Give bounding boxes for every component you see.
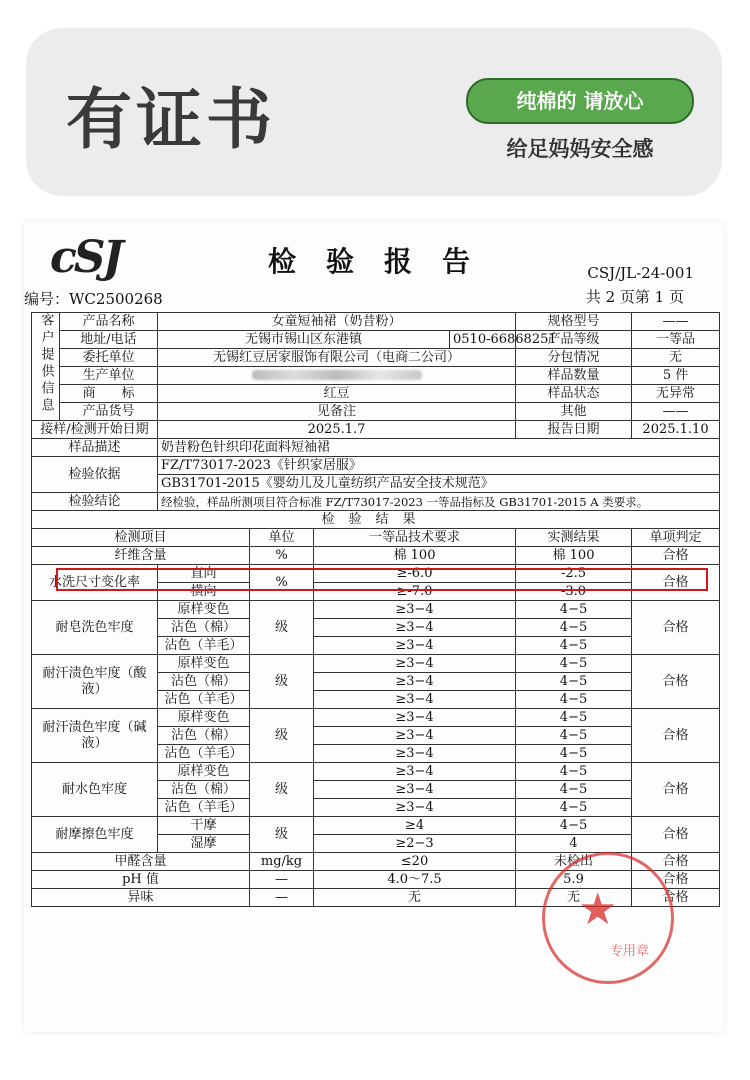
report-number: 编号：WC2500268 [24,290,163,308]
cell: 沾色（棉） [158,727,250,745]
cell: 样品状态 [516,385,632,403]
cell: 级 [250,817,314,853]
table-row [32,403,720,421]
cell: 沾色（棉） [158,781,250,799]
cell: 2025.1.10 [632,421,720,439]
cell: ≥3−4 [314,637,516,655]
cell: 无锡红豆居家服饰有限公司（电商二公司） [158,349,516,367]
cell: 合格 [632,853,720,871]
cell: — [250,889,314,907]
table-row [32,547,720,565]
cell: 级 [250,655,314,709]
table-row [32,331,720,349]
cell: pH 值 [32,871,250,889]
cell: 沾色（棉） [158,673,250,691]
cell: ≥4 [314,817,516,835]
report-title: 检验报告 [268,245,501,278]
cell: 4−5 [516,673,632,691]
cell: 4−5 [516,799,632,817]
header-cell: 单位 [250,529,314,547]
table-row [32,601,720,619]
client-info-label: 客户提供信息 [32,313,60,421]
cell: 棉 100 [516,547,632,565]
cell: 5.9 [516,871,632,889]
cell: 合格 [632,547,720,565]
header-cell: 检测项目 [32,529,250,547]
cell: GB31701-2015《婴幼儿及儿童纺织产品安全技术规范》 [158,475,720,493]
cell: 无锡市锡山区东港镇 [158,331,450,349]
cell: 湿摩 [158,835,250,853]
cell: ≥3−4 [314,727,516,745]
cell: 合格 [632,655,720,709]
cell: 沾色（羊毛） [158,799,250,817]
cell: 沾色（棉） [158,619,250,637]
table-row [32,709,720,727]
cell: 一等品 [632,331,720,349]
cell: 合格 [632,601,720,655]
cell: ≥-7.0 [314,583,516,601]
cell: 4.0～7.5 [314,871,516,889]
cell: 4−5 [516,691,632,709]
header-cell: 一等品技术要求 [314,529,516,547]
table-row [32,349,720,367]
cell: 合格 [632,889,720,907]
cell: 经检验，样品所测项目符合标准 FZ/T73017-2023 一等品指标及 GB31701-2015 A 类要求。 [158,493,720,511]
table-row [32,493,720,511]
table-row [32,511,720,529]
cell: 4−5 [516,781,632,799]
slogan: 给足妈妈安全感 [506,137,654,161]
csj-logo: cSJ [50,232,121,283]
cell: 无异常 [632,385,720,403]
cell: 产品货号 [60,403,158,421]
cell: 红豆 [158,385,516,403]
cell: 甲醛含量 [32,853,250,871]
cell: ≥2−3 [314,835,516,853]
cell: 耐摩擦色牢度 [32,817,158,853]
report-paper [24,222,724,1032]
table-row [32,385,720,403]
cell: 4−5 [516,637,632,655]
cell: ≥3−4 [314,601,516,619]
cell: ≥3−4 [314,799,516,817]
cell: 直向 [158,565,250,583]
cell: 检验结论 [32,493,158,511]
cell: 4−5 [516,745,632,763]
table-row [32,763,720,781]
cell: 水洗尺寸变化率 [32,565,158,601]
table-row [32,313,720,331]
header-cell: 实测结果 [516,529,632,547]
cell: ≥3−4 [314,619,516,637]
cell: 干摩 [158,817,250,835]
cell: ≥3−4 [314,763,516,781]
fiber-highlight-box [56,568,708,591]
cell: ≥-6.0 [314,565,516,583]
cell: 沾色（羊毛） [158,745,250,763]
cell: 委托单位 [60,349,158,367]
cell: ≥3−4 [314,745,516,763]
pill-badge: 纯棉的 请放心 [466,78,694,124]
cell: 奶昔粉色针织印花面料短袖裙 [158,439,720,457]
cell: 耐汗渍色牢度（酸液） [32,655,158,709]
cell: 样品描述 [32,439,158,457]
cell: ≥3−4 [314,655,516,673]
cell: 耐水色牢度 [32,763,158,817]
cell: % [250,565,314,601]
cell: FZ/T73017-2023《针织家居服》 [158,457,720,475]
cell: 4−5 [516,619,632,637]
cell: 耐汗渍色牢度（碱液） [32,709,158,763]
cell: 原样变色 [158,655,250,673]
cell: 原样变色 [158,601,250,619]
banner [26,28,722,196]
cell: 异味 [32,889,250,907]
cell: 合格 [632,763,720,817]
cell: 无 [516,889,632,907]
cell: 合格 [632,709,720,763]
cell: ≥3−4 [314,673,516,691]
cell: 纤维含量 [32,547,250,565]
cell: 4 [516,835,632,853]
cell: 报告日期 [516,421,632,439]
report-pages: 共 2 页第 1 页 [585,288,684,306]
cell: 沾色（羊毛） [158,637,250,655]
cell: 横向 [158,583,250,601]
stamp-label: 专用章 [610,944,650,959]
cell: ≤20 [314,853,516,871]
table-row [32,655,720,673]
cell: ≥3−4 [314,781,516,799]
cell: 产品等级 [516,331,632,349]
table-row [32,439,720,457]
cell: 无 [632,349,720,367]
cell: -3.0 [516,583,632,601]
cell: 未检出 [516,853,632,871]
cell: 规格型号 [516,313,632,331]
cell: -2.5 [516,565,632,583]
cell: 无 [314,889,516,907]
cell: —— [632,313,720,331]
cell: — [250,871,314,889]
cell: ≥3−4 [314,691,516,709]
cell: 商 标 [60,385,158,403]
cell: 合格 [632,565,720,601]
cell: 接样/检测开始日期 [32,421,158,439]
cell: 产品名称 [60,313,158,331]
cell: 4−5 [516,709,632,727]
cell: 0510-66868251 [450,331,516,349]
cell: ≥3−4 [314,709,516,727]
cell: 4−5 [516,817,632,835]
cell: 5 件 [632,367,720,385]
table-row [32,529,720,547]
cell: 样品数量 [516,367,632,385]
cell: 级 [250,709,314,763]
cell: 地址/电话 [60,331,158,349]
cell: 耐皂洗色牢度 [32,601,158,655]
header-cell: 单项判定 [632,529,720,547]
cell: 棉 100 [314,547,516,565]
cell: % [250,547,314,565]
cell: 生产单位 [60,367,158,385]
results-title: 检验结果 [32,511,720,529]
banner-title: 有证书 [66,81,276,158]
cell: 沾色（羊毛） [158,691,250,709]
cell: 女童短袖裙（奶昔粉） [158,313,516,331]
cell: 合格 [632,817,720,853]
cell: 原样变色 [158,709,250,727]
table-row [32,457,720,475]
cell: 见备注 [158,403,516,421]
cell: 合格 [632,871,720,889]
cell: 4−5 [516,601,632,619]
report-code: CSJ/JL-24-001 [587,264,694,282]
cell: 级 [250,763,314,817]
table-row [32,367,720,385]
cell: 级 [250,601,314,655]
cell: 检验依据 [32,457,158,493]
cell: 其他 [516,403,632,421]
cell: 分包情况 [516,349,632,367]
cell: —— [632,403,720,421]
blurred-producer [158,367,516,385]
cell: 4−5 [516,727,632,745]
cell: 2025.1.7 [158,421,516,439]
table-row [32,421,720,439]
cell: 4−5 [516,763,632,781]
cell: 4−5 [516,655,632,673]
report-table [31,312,720,907]
table-row [32,817,720,835]
cell: 原样变色 [158,763,250,781]
cell: mg/kg [250,853,314,871]
stamp-star-icon: ★ [578,884,618,935]
